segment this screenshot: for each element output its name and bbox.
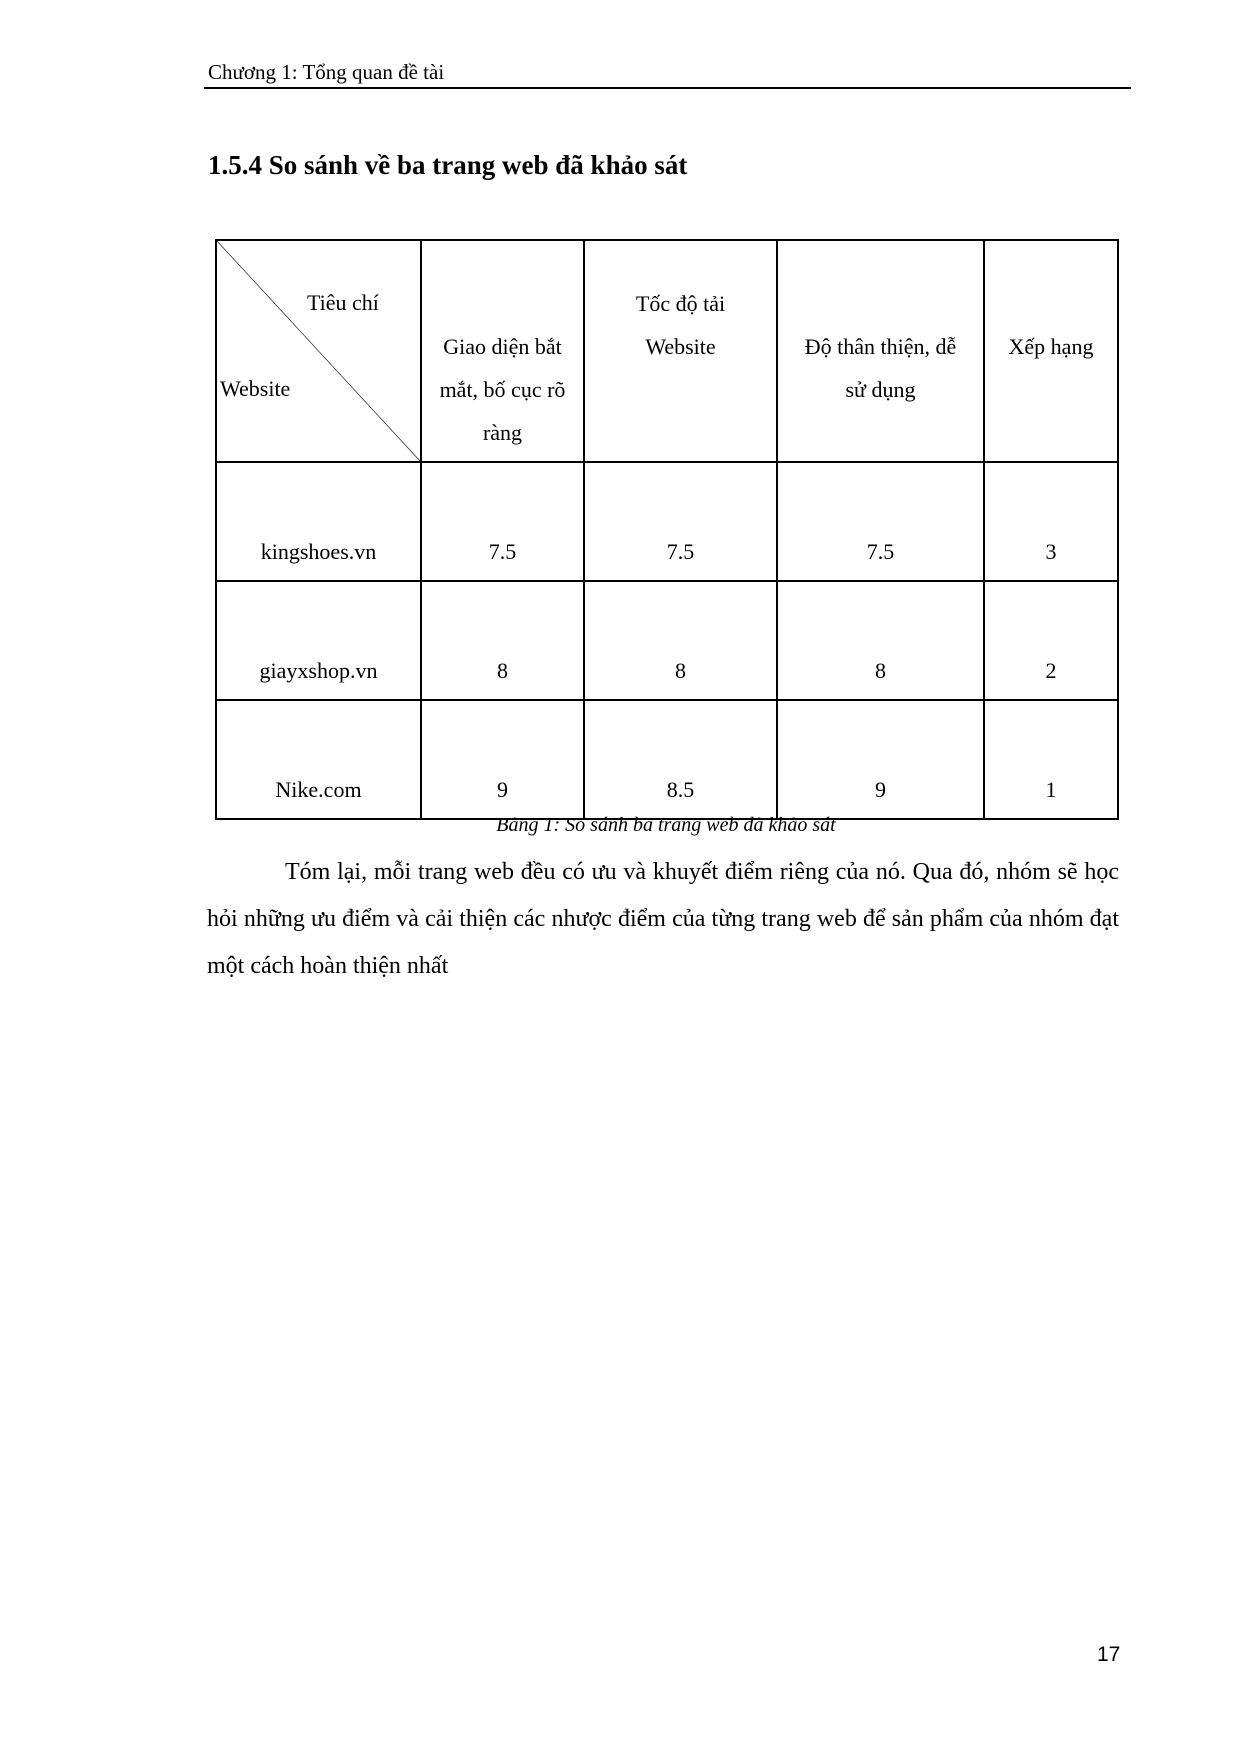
table-caption: Bảng 1: So sánh ba trang web đã khảo sát — [496, 814, 836, 836]
header-rule — [204, 87, 1131, 89]
running-header: Chương 1: Tổng quan đề tài — [208, 60, 445, 84]
header-line: Xếp hạng — [1008, 334, 1094, 359]
score-value: 8 — [875, 658, 886, 683]
website-cell — [216, 581, 421, 700]
header-line: Độ thân thiện, dễ — [804, 334, 957, 359]
criteria-label: Tiêu chí — [307, 290, 379, 315]
header-line: sử dụng — [845, 377, 916, 402]
column-header-interface — [421, 240, 584, 462]
score-cell — [421, 462, 584, 581]
section-heading: 1.5.4 So sánh về ba trang web đã khảo sát — [208, 150, 688, 180]
score-value: 8.5 — [666, 777, 695, 802]
column-header-load-speed — [584, 240, 777, 462]
score-value: 8 — [675, 658, 686, 683]
score-cell — [584, 700, 777, 819]
website-label: Website — [220, 376, 291, 401]
header-line: mắt, bố cục rõ — [439, 377, 566, 402]
score-cell — [777, 462, 984, 581]
rank-value: 1 — [1045, 777, 1057, 802]
score-value: 7.5 — [488, 539, 517, 564]
score-value: 7.5 — [666, 539, 695, 564]
table-row — [216, 581, 1118, 700]
website-cell — [216, 700, 421, 819]
score-cell — [584, 581, 777, 700]
score-cell — [584, 462, 777, 581]
comparison-table — [215, 239, 1119, 820]
header-line: Tốc độ tải — [635, 291, 726, 316]
header-line: Website — [645, 334, 716, 359]
website-name: giayxshop.vn — [259, 658, 378, 683]
column-header-ranking — [984, 240, 1118, 462]
summary-paragraph: Tóm lại, mỗi trang web đều có ưu và khuyết điểm riêng của nó. Qua đó, nhóm sẽ học hỏi những ưu điểm và cải thiện các nhược điểm của từng trang web để sản phẩm của nhóm đạt một cách hoàn thiện nhất — [207, 859, 1119, 979]
website-name: Nike.com — [275, 777, 362, 802]
rank-value: 2 — [1045, 658, 1057, 683]
rank-cell — [984, 581, 1118, 700]
rank-cell — [984, 700, 1118, 819]
score-value: 8 — [497, 658, 508, 683]
rank-cell — [984, 462, 1118, 581]
table-row — [216, 700, 1118, 819]
corner-cell — [216, 240, 421, 462]
score-value: 7.5 — [866, 539, 895, 564]
score-cell — [777, 700, 984, 819]
website-cell — [216, 462, 421, 581]
score-cell — [777, 581, 984, 700]
score-cell — [421, 581, 584, 700]
table-row — [216, 462, 1118, 581]
rank-value: 3 — [1045, 539, 1057, 564]
score-cell — [421, 700, 584, 819]
diagonal-divider — [217, 241, 420, 461]
page-number: 17 — [1097, 1643, 1121, 1666]
header-line: Giao diện bắt — [443, 334, 562, 359]
header-line: ràng — [482, 420, 523, 445]
score-value: 9 — [875, 777, 886, 802]
website-name: kingshoes.vn — [260, 539, 377, 564]
score-value: 9 — [497, 777, 508, 802]
table-header-row — [216, 240, 1118, 462]
column-header-usability — [777, 240, 984, 462]
